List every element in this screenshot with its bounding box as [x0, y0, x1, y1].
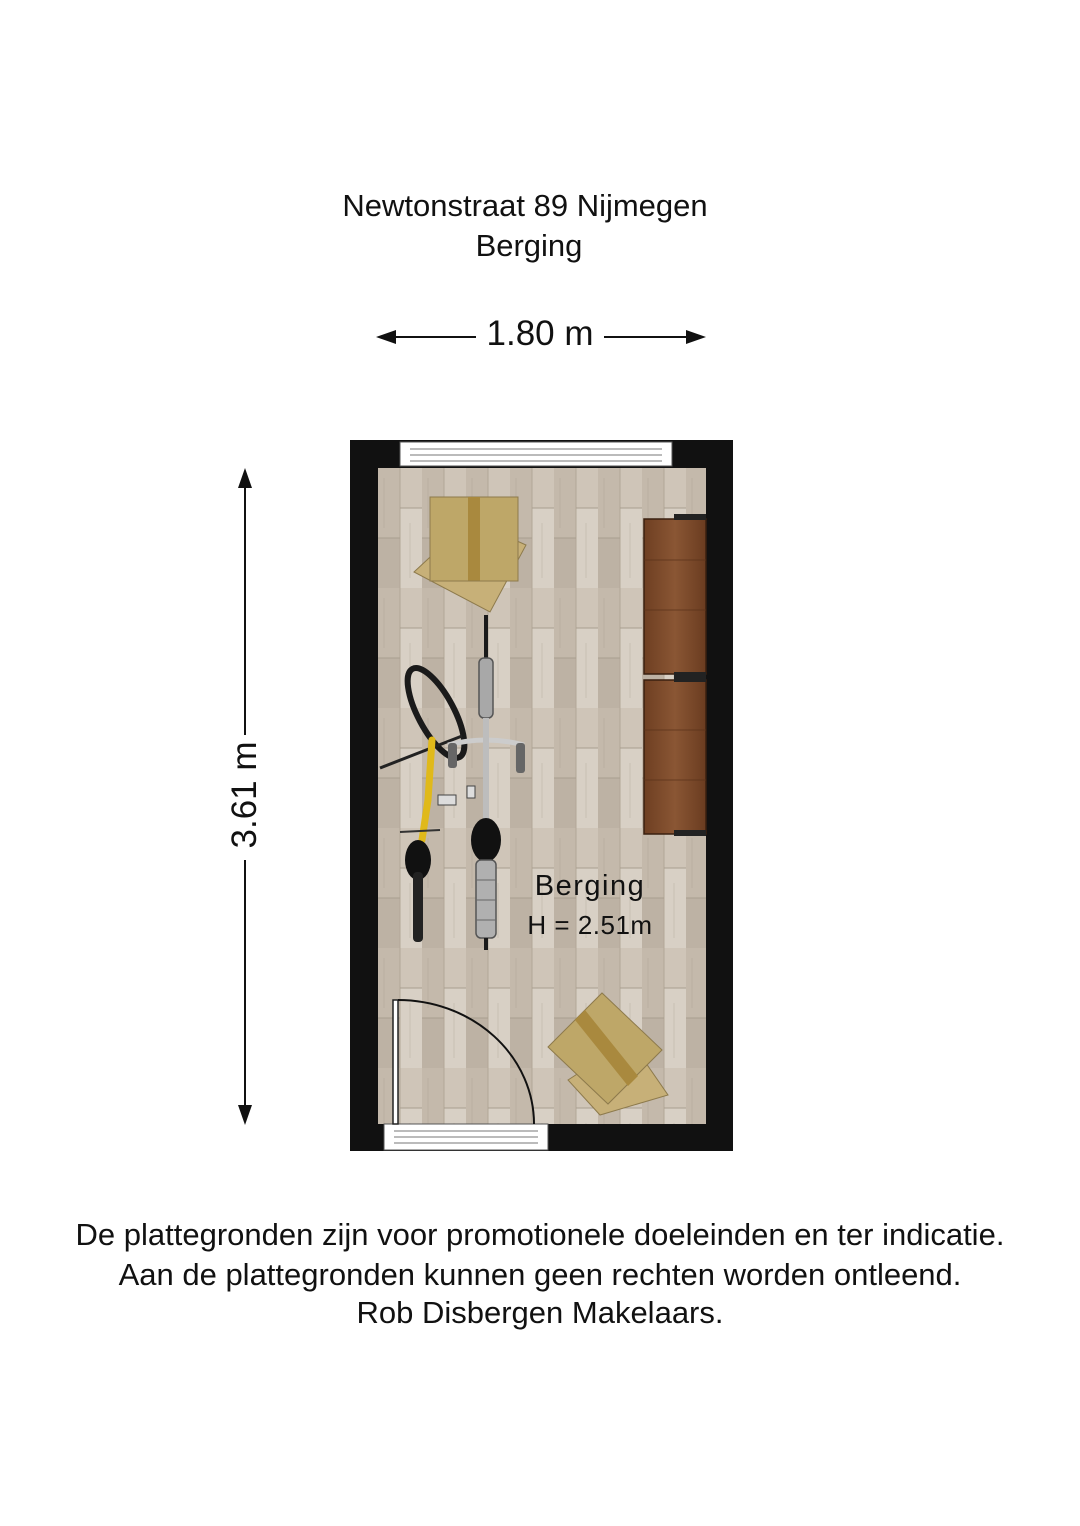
room-name-label: Berging: [534, 870, 646, 902]
disclaimer-line-3: Rob Disbergen Makelaars.: [356, 1295, 724, 1330]
door-opening: [384, 1124, 548, 1150]
address-title: Newtonstraat 89 Nijmegen: [342, 188, 708, 223]
width-dimension-label: 1.80 m: [486, 314, 594, 353]
height-dimension-label: 3.61 m: [225, 741, 264, 849]
room-ceiling-height-label: H = 2.51m: [527, 910, 653, 940]
floor-subtitle: Berging: [475, 228, 583, 263]
disclaimer-line-2: Aan de plattegronden kunnen geen rechten worden ontleend.: [118, 1257, 962, 1292]
disclaimer-line-1: De plattegronden zijn voor promotionele doeleinden en ter indicatie.: [75, 1217, 1005, 1252]
window-icon: [400, 442, 672, 466]
